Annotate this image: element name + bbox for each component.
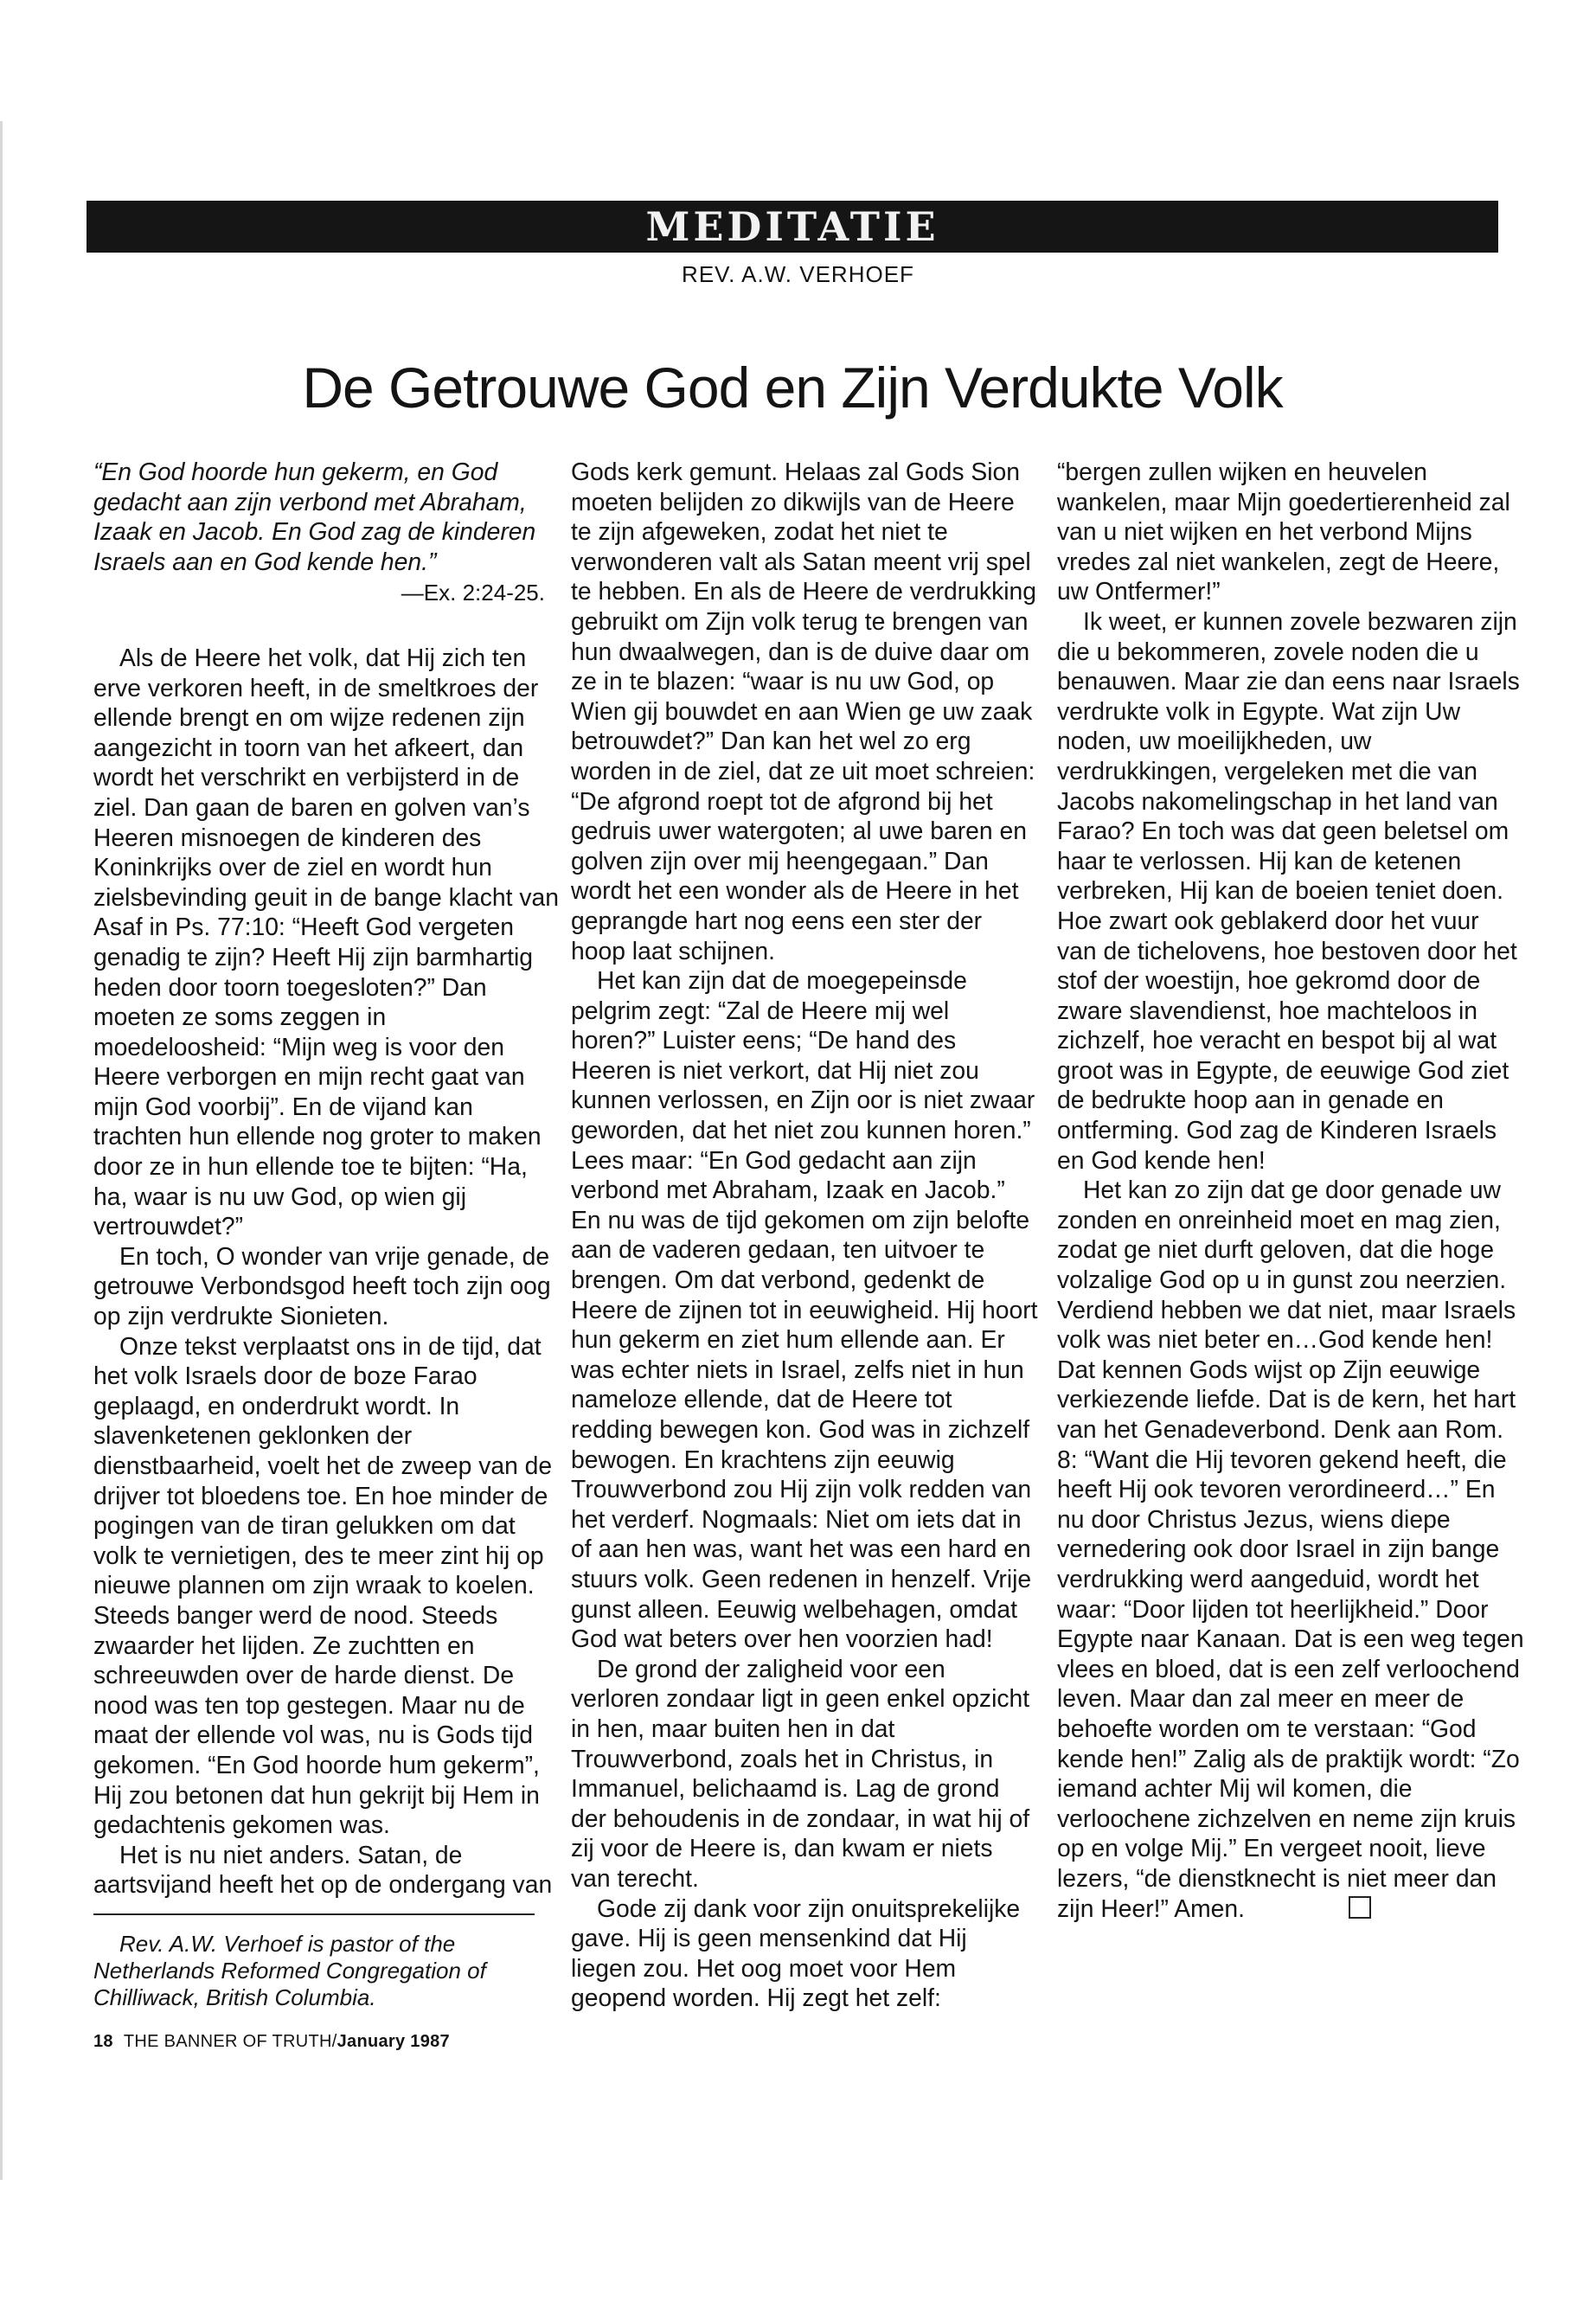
article-title: De Getrouwe God en Zijn Verdukte Volk (302, 356, 1283, 420)
epigraph-reference: —Ex. 2:24-25. (401, 580, 545, 606)
epigraph-quote: “En God hoorde hun gekerm, en God gedacht aan zijn verbond met Abraham, Izaak en Jacob. En God zag de kinderen Israels aan en God kende hen.” (93, 458, 536, 575)
page-number: 18 (93, 2031, 113, 2051)
section-title: MEDITATIE (645, 203, 939, 250)
author-footnote: Rev. A.W. Verhoef is pastor of the Netherlands Reformed Congregation of Chilliwack, British Columbia. (93, 1930, 486, 2010)
column-2 (571, 457, 1038, 2013)
issue-date: January 1987 (337, 2031, 450, 2051)
paragraph: Het is nu niet anders. Satan, de aartsvijand heeft het op de ondergang van (93, 1840, 553, 1899)
paragraph: Gods kerk gemunt. Helaas zal Gods Sion moeten belijden zo dikwijls van de Heere te zijn afgeweken, zodat het niet te verwonderen valt als Satan meent vrij spel te hebben. En als de Heere de verdrukking gebruikt om Zijn volk terug te brengen van hun dwaalwegen, dan is de duive daar om ze in te blazen: “waar is nu uw God, op Wien gij bouwdet en aan Wien ge uw zaak betrouwdet?” Dan kan het wel zo erg worden in de ziel, dat ze uit moet schreien: “De afgrond roept tot de afgrond bij het gedruis uwer watergoten; al uwe baren en golven zijn over mij heengegaan.” Dan wordt het een wonder als de Heere in het geprangde hart nog eens een ster der hoop laat schijnen. (571, 458, 1036, 965)
section-banner (87, 201, 1498, 253)
page-footer (93, 2027, 561, 2057)
column-3 (1057, 457, 1524, 1923)
author-byline: REV. A.W. VERHOEF (682, 261, 914, 287)
paragraph-text: Het kan zo zijn dat ge door genade uw zonden en onreinheid moet en mag zien, zodat ge niet durft geloven, dat die hoge volzalige God op u in gunst zou neerzien. Verdiend hebben we dat niet, maar Israels volk was niet beter en…God kende hen! Dat kennen Gods wijst op Zijn eeuwige verkiezende liefde. Dat is de kern, het hart van het Genadeverbond. Denk aan Rom. 8: “Want die Hij tevoren gekend heeft, die heeft Hij ook tevoren verordineerd…” En nu door Christus Jezus, wiens diepe vernedering ook door Israel in zijn bange verdrukking werd aangeduid, wordt het waar: “Door lijden tot heerlijkheid.” Door Egypte naar Kanaan. Dat is een weg tegen vlees en bloed, dat is een zelf verloochend leven. Maar dan zal meer en meer de behoefte worden om te verstaan: “God kende hen!” Zalig als de praktijk wordt: “Zo iemand achter Mij wil komen, die verloochene zichzelven en neme zijn kruis op en volge Mij.” En vergeet nooit, lieve lezers, “de dienstknecht is niet meer dan zijn Heer!” Amen. (1057, 1176, 1524, 1922)
scan-edge (0, 121, 3, 2180)
column-1 (93, 457, 561, 2057)
end-mark-icon (1349, 1896, 1371, 1919)
paragraph: “bergen zullen wijken en heuvelen wankelen, maar Mijn goedertierenheid zal van u niet wijken en het verbond Mijns vredes zal niet wankelen, zegt de Heere, uw Ontfermer!” (1057, 458, 1510, 606)
paragraph: Ik weet, er kunnen zovele bezwaren zijn die u bekommeren, zovele noden die u benauwen. Maar zie dan eens naar Israels verdrukte volk in Egypte. Wat zijn Uw noden, uw moeilijkheden, uw verdrukkingen, vergeleken met die van Jacobs nakomelingschap in het land van Farao? En toch was dat geen beletsel om haar te verlossen. Hij kan de ketenen verbreken, Hij kan de boeien teniet doen. Hoe zwart ook geblakerd door het vuur van de tichelovens, hoe bestoven door het stof der woestijn, hoe gekromd door de zware slavendienst, hoe machteloos in zichzelf, hoe veracht en bespot bij al wat groot was in Egypte, de eeuwige God ziet de bedrukte hoop aan in genade en ontferming. God zag de Kinderen Israels en God kende hen! (1057, 606, 1520, 1174)
paragraph: En toch, O wonder van vrije genade, de getrouwe Verbondsgod heeft toch zijn oog op zijn verdrukte Sionieten. (93, 1241, 551, 1330)
paragraph: Als de Heere het volk, dat Hij zich ten erve verkoren heeft, in de smeltkroes der ellende brengt en om wijze redenen zijn aangezicht in toorn van het afkeert, dan wordt het verschrikt en verbijsterd in de ziel. Dan gaan de baren en golven van’s Heeren misnoegen de kinderen des Koninkrijks over de ziel en wordt hun zielsbevinding geuit in de bange klacht van Asaf in Ps. 77:10: “Heeft God vergeten genadig te zijn? Heeft Hij zijn barmhartig heden door toorn toegesloten?” Dan moeten ze soms zeggen in moedeloosheid: “Mijn weg is voor den Heere verborgen en mijn recht gaat van mijn God voorbij”. En de vijand kan trachten hun ellende nog groter to maken door ze in hun ellende toe te bijten: “Ha, ha, waar is nu uw God, op wien gij vertrouwdet?” (93, 643, 560, 1240)
paragraph: De grond der zaligheid voor een verloren zondaar ligt in geen enkel opzicht in hen, maar buiten hen in dat Trouwverbond, zoals het in Christus, in Immanuel, belichaamd is. Lag de grond der behoudenis in de zondaar, in wat hij of zij voor de Heere is, dan kwam er niets van terecht. (571, 1654, 1030, 1892)
paragraph: Gode zij dank voor zijn onuitsprekelijke gave. Hij is geen mensenkind dat Hij liegen zou. Het oog moet voor Hem geopend worden. Hij zegt het zelf: (571, 1894, 1021, 2012)
paragraph (1057, 1175, 1524, 1923)
paragraph: Onze tekst verplaatst ons in de tijd, dat het volk Israels door de boze Farao geplaagd, en onderdrukt wordt. In slavenketenen geklonken der dienstbaarheid, voelt het de zweep van de drijver tot bloedens toe. En hoe minder de pogingen van de tiran gelukken om dat volk te vernietigen, des te meer zint hij op nieuwe plannen om zijn wraak to koelen. Steeds banger werd de nood. Steeds zwaarder het lijden. Ze zuchtten en schreeuwden over de harde dienst. De nood was ten top gestegen. Maar nu de maat der ellende vol was, nu is Gods tijd gekomen. “En God hoorde hum gekerm”, Hij zou betonen dat hun gekrijt bij Hem in gedachtenis gekomen was. (93, 1331, 553, 1839)
publication-name: THE BANNER OF TRUTH/ (123, 2031, 337, 2051)
footnote-divider (93, 1913, 535, 1915)
paragraph: Het kan zijn dat de moegepeinsde pelgrim zegt: “Zal de Heere mij wel horen?” Luister eens; “De hand des Heeren is niet verkort, dat Hij niet zou kunnen verlossen, en Zijn oor is niet zwaar geworden, dat het niet zou kunnen horen.” Lees maar: “En God gedacht aan zijn verbond met Abraham, Izaak en Jacob.” En nu was de tijd gekomen om zijn belofte aan de vaderen gedaan, ten uitvoer te brengen. Om dat verbond, gedenkt de Heere de zijnen tot in eeuwigheid. Hij hoort hun gekerm en ziet hum ellende aan. Er was echter niets in Israel, zelfs niet in hun nameloze ellende, dat de Heere tot redding bewegen kon. God was in zichzelf bewogen. En krachtens zijn eeuwig Trouwverbond zou Hij zijn volk redden van het verderf. Nogmaals: Niet om iets dat in of aan hen was, want het was een hard en stuurs volk. Geen redenen in henzelf. Vrije gunst alleen. Eeuwig welbehagen, omdat God wat beters over hen voorzien had! (571, 966, 1038, 1653)
